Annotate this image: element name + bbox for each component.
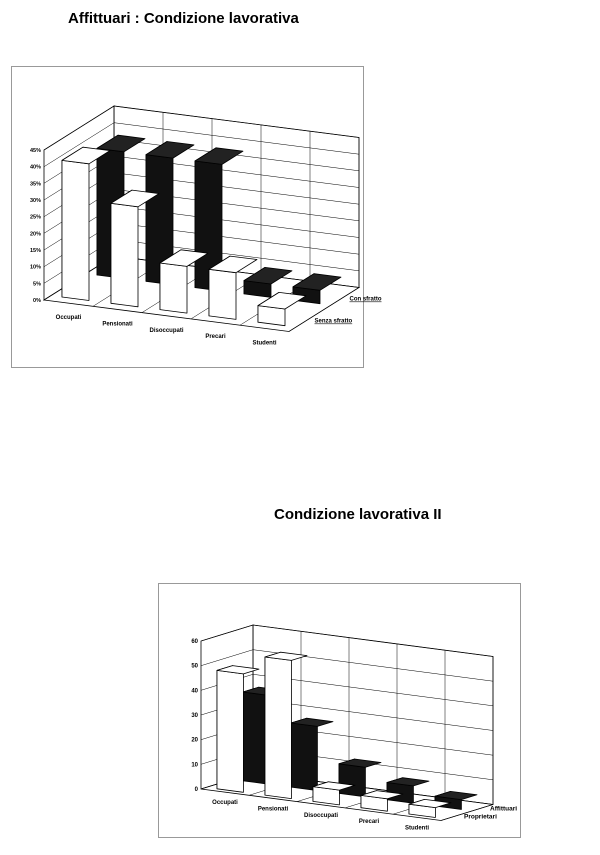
series-label-affittuari: Affittuari [490, 805, 518, 813]
y-tick-label: 5% [33, 281, 41, 288]
chart-title-condizione-lavorativa-ii: Condizione lavorativa II [274, 506, 442, 523]
bar-front [62, 160, 89, 300]
x-category-label-pensionati: Pensionati [257, 806, 289, 813]
bar-chart-condizione-lavorativa-ii [159, 584, 520, 837]
y-tick-label: 35% [29, 181, 41, 188]
y-tick-label: 40 [191, 688, 198, 695]
y-tick-label: 45% [29, 148, 41, 154]
x-category-label-disoccupati: Disoccupati [303, 812, 339, 819]
y-tick-label: 40% [29, 164, 41, 171]
bar-chart-affittuari [12, 67, 382, 367]
y-tick-label: 20% [29, 231, 41, 238]
y-tick-label: 10% [29, 264, 41, 271]
x-category-label-disoccupati: Disoccupati [149, 327, 184, 334]
y-tick-label: 30 [191, 713, 198, 719]
chart-title-affittuari: Affittuari : Condizione lavorativa [68, 10, 299, 27]
bar-front [339, 764, 365, 797]
series-label-proprietari: Proprietari [464, 813, 497, 821]
y-tick-label: 0 [194, 787, 198, 793]
bar-front [111, 203, 138, 306]
y-tick-label: 10 [191, 762, 198, 769]
chart-panel-condizione-lavorativa-ii [158, 583, 521, 838]
bar-front [160, 263, 187, 313]
bar-front [209, 269, 236, 319]
series-label-con-sfratto: Con sfratto [349, 296, 382, 303]
bar-front [265, 657, 291, 799]
y-tick-label: 0% [33, 298, 41, 304]
x-category-label-studenti: Studenti [405, 825, 429, 832]
bar-front [217, 670, 243, 792]
y-tick-label: 25% [29, 214, 41, 221]
x-category-label-precari: Precari [205, 334, 226, 341]
y-tick-label: 50 [191, 663, 198, 670]
y-tick-label: 30% [29, 198, 41, 204]
x-category-label-occupati: Occupati [212, 800, 238, 807]
x-category-label-pensionati: Pensionati [102, 321, 133, 328]
x-category-label-occupati: Occupati [55, 315, 82, 322]
x-category-label-precari: Precari [358, 819, 380, 826]
bar-front [291, 723, 317, 791]
series-label-senza-sfratto: Senza sfratto [314, 318, 353, 325]
y-tick-label: 60 [191, 639, 198, 645]
x-category-label-studenti: Studenti [252, 340, 277, 347]
y-tick-label: 20 [191, 737, 198, 744]
y-tick-label: 15% [29, 248, 41, 254]
chart-panel-affittuari [11, 66, 382, 368]
